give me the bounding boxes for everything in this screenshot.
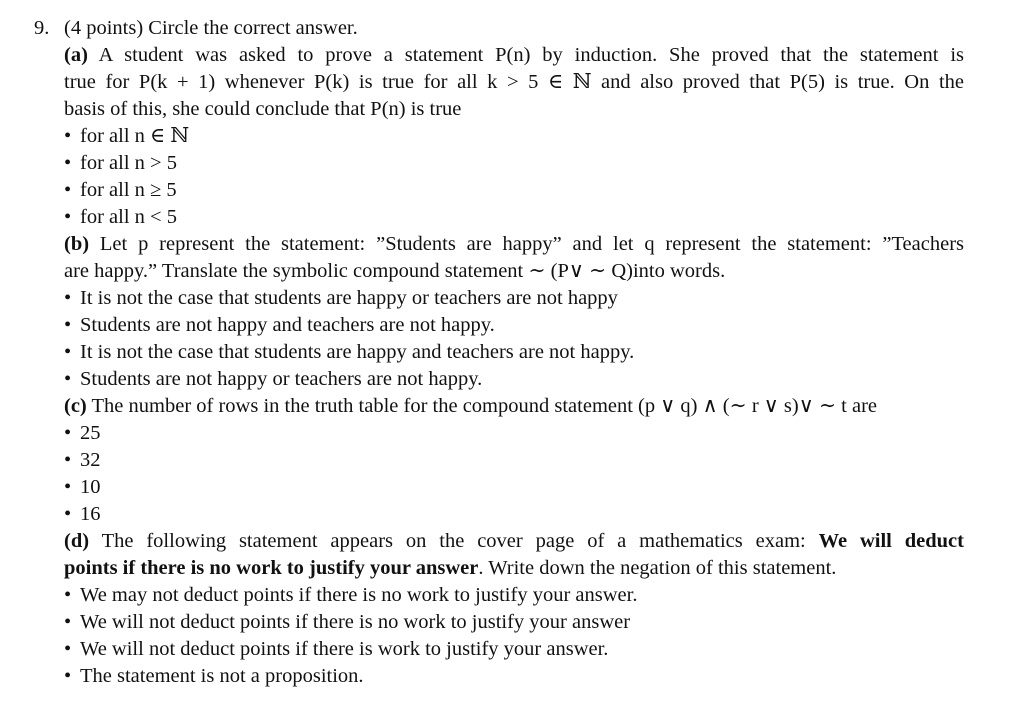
part-c-option[interactable]: [64, 447, 964, 474]
part-d-text-2: . Write down the negation of this statement.: [478, 557, 837, 579]
part-c-option[interactable]: [64, 420, 964, 447]
bullet-icon: •: [64, 422, 72, 444]
option-text: for all n < 5: [80, 206, 177, 228]
bullet-icon: •: [64, 665, 72, 687]
option-text: It is not the case that students are happy or teachers are not happy: [80, 287, 618, 309]
option-text: 16: [80, 503, 101, 525]
bullet-icon: •: [64, 611, 72, 633]
part-b: [64, 231, 964, 393]
part-d-line-1: [64, 528, 964, 555]
part-d-option[interactable]: [64, 609, 964, 636]
bullet-icon: •: [64, 179, 72, 201]
part-c-option[interactable]: [64, 474, 964, 501]
option-text: It is not the case that students are happy and teachers are not happy.: [80, 341, 635, 363]
part-a-option[interactable]: [64, 123, 964, 150]
part-d-line-2: [64, 555, 964, 582]
part-b-line-1: [64, 231, 964, 258]
option-text: We may not deduct points if there is no work to justify your answer.: [80, 584, 638, 606]
part-b-option[interactable]: [64, 339, 964, 366]
part-b-label: (b): [64, 233, 90, 255]
bullet-icon: •: [64, 449, 72, 471]
option-text: We will not deduct points if there is no work to justify your answer: [80, 611, 631, 633]
part-a-line-3: basis of this, she could conclude that P(n) is true: [64, 98, 462, 120]
part-d-label: (d): [64, 530, 90, 552]
bullet-icon: •: [64, 314, 72, 336]
question-header: [34, 15, 964, 42]
part-a-option[interactable]: [64, 204, 964, 231]
option-text: 25: [80, 422, 101, 444]
part-b-option[interactable]: [64, 366, 964, 393]
question-points: (4 points): [64, 17, 144, 39]
option-text: 32: [80, 449, 101, 471]
option-text: Students are not happy and teachers are not happy.: [80, 314, 495, 336]
part-d: [64, 528, 964, 690]
option-text: Students are not happy or teachers are not happy.: [80, 368, 483, 390]
part-c-line-1: [64, 393, 964, 420]
bullet-icon: •: [64, 341, 72, 363]
bullet-icon: •: [64, 368, 72, 390]
part-c: [64, 393, 964, 528]
bullet-icon: •: [64, 287, 72, 309]
part-d-bold-1: We will deduct: [818, 530, 964, 552]
bullet-icon: •: [64, 125, 72, 147]
question-instruction: Circle the correct answer.: [148, 17, 358, 39]
part-d-option[interactable]: [64, 582, 964, 609]
question-page: [34, 15, 964, 690]
part-a-option[interactable]: [64, 150, 964, 177]
part-c-text-1: The number of rows in the truth table for the compound statement (p ∨ q) ∧ (∼ r ∨ s)∨ ∼ t are: [91, 395, 878, 417]
bullet-icon: •: [64, 638, 72, 660]
part-d-option[interactable]: [64, 636, 964, 663]
bullet-icon: •: [64, 476, 72, 498]
part-d-option[interactable]: [64, 663, 964, 690]
option-text: for all n ∈ ℕ: [80, 125, 190, 147]
part-b-line-2: are happy.” Translate the symbolic compound statement ∼ (P∨ ∼ Q)into words.: [64, 260, 726, 282]
bullet-icon: •: [64, 206, 72, 228]
option-text: 10: [80, 476, 101, 498]
question-number: 9.: [34, 17, 50, 39]
bullet-icon: •: [64, 503, 72, 525]
part-a-label: (a): [64, 44, 88, 66]
part-a-line-2: true for P(k + 1) whenever P(k) is true for all k > 5 ∈ ℕ and also proved that P(5) is true. On the: [64, 71, 964, 93]
option-text: for all n ≥ 5: [80, 179, 177, 201]
part-d-bold-2: points if there is no work to justify your answer: [64, 557, 479, 579]
part-c-option[interactable]: [64, 501, 964, 528]
bullet-icon: •: [64, 152, 72, 174]
part-a-text-1: A student was asked to prove a statement P(n) by induction. She proved that the statement is: [98, 44, 964, 66]
option-text: The statement is not a proposition.: [80, 665, 364, 687]
part-a-line-1: [64, 42, 964, 69]
option-text: We will not deduct points if there is work to justify your answer.: [80, 638, 609, 660]
part-d-text-1: The following statement appears on the cover page of a mathematics exam:: [101, 530, 819, 552]
option-text: for all n > 5: [80, 152, 177, 174]
part-a-option[interactable]: [64, 177, 964, 204]
part-b-text-1: Let p represent the statement: ”Students are happy” and let q represent the statement: ”Teachers: [99, 233, 964, 255]
part-b-option[interactable]: [64, 312, 964, 339]
part-c-label: (c): [64, 395, 87, 417]
bullet-icon: •: [64, 584, 72, 606]
part-a: [64, 42, 964, 231]
question-body: [64, 42, 964, 690]
part-b-option[interactable]: [64, 285, 964, 312]
